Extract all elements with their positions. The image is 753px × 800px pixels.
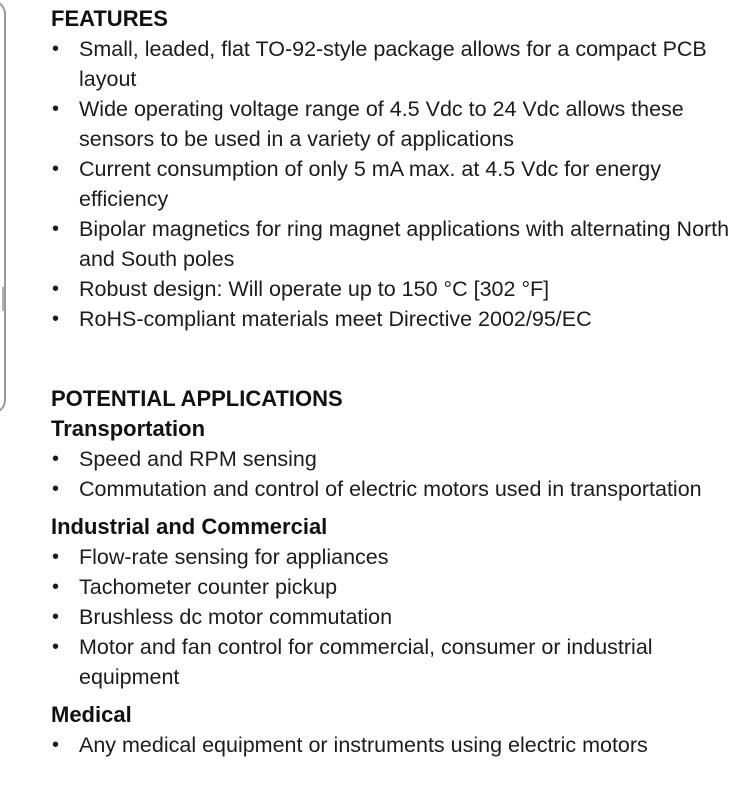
list-item bbox=[51, 274, 741, 304]
bullet-icon: • bbox=[52, 448, 60, 470]
list-item bbox=[51, 602, 741, 632]
industrial-list bbox=[51, 542, 741, 692]
bullet-icon: • bbox=[52, 308, 60, 330]
list-item bbox=[51, 94, 741, 154]
list-item-text: Motor and fan control for commercial, consumer or industrial equipment bbox=[79, 635, 653, 689]
list-item-text: Tachometer counter pickup bbox=[79, 575, 338, 599]
bullet-icon: • bbox=[52, 478, 60, 500]
list-item bbox=[51, 304, 741, 334]
list-item-text: Brushless dc motor commutation bbox=[79, 605, 393, 629]
bullet-icon: • bbox=[52, 278, 60, 300]
bullet-icon: • bbox=[52, 158, 60, 180]
bezel-notch bbox=[0, 287, 4, 311]
bullet-icon: • bbox=[52, 546, 60, 568]
subsection-spacer bbox=[51, 692, 741, 700]
medical-list bbox=[51, 730, 741, 760]
bullet-icon: • bbox=[52, 606, 60, 628]
medical-subheading: Medical bbox=[51, 702, 132, 727]
bullet-icon: • bbox=[52, 734, 60, 756]
subsection-spacer bbox=[51, 504, 741, 512]
section-spacer bbox=[51, 334, 741, 384]
list-item bbox=[51, 572, 741, 602]
list-item bbox=[51, 542, 741, 572]
device-bezel-edge bbox=[0, 0, 6, 414]
list-item-text: Small, leaded, flat TO-92-style package allows for a compact PCB layout bbox=[79, 37, 707, 91]
list-item bbox=[51, 34, 741, 94]
industrial-subheading: Industrial and Commercial bbox=[51, 514, 328, 539]
document-content bbox=[51, 4, 741, 760]
list-item bbox=[51, 730, 741, 760]
list-item bbox=[51, 632, 741, 692]
list-item-text: Flow-rate sensing for appliances bbox=[79, 545, 389, 569]
applications-heading: POTENTIAL APPLICATIONS bbox=[51, 386, 343, 411]
list-item-text: Bipolar magnetics for ring magnet applications with alternating North and South poles bbox=[79, 217, 730, 271]
list-item bbox=[51, 214, 741, 274]
transportation-list bbox=[51, 444, 741, 504]
list-item-text: Wide operating voltage range of 4.5 Vdc to 24 Vdc allows these sensors to be used in a variety of applications bbox=[79, 97, 684, 151]
list-item-text: Commutation and control of electric motors used in transportation bbox=[79, 477, 702, 501]
list-item-text: Current consumption of only 5 mA max. at 4.5 Vdc for energy efficiency bbox=[79, 157, 661, 211]
features-list bbox=[51, 34, 741, 334]
bullet-icon: • bbox=[52, 98, 60, 120]
bullet-icon: • bbox=[52, 576, 60, 598]
list-item bbox=[51, 444, 741, 474]
list-item-text: RoHS-compliant materials meet Directive 2002/95/EC bbox=[79, 307, 592, 331]
bullet-icon: • bbox=[52, 636, 60, 658]
list-item-text: Robust design: Will operate up to 150 °C [302 °F] bbox=[79, 277, 550, 301]
features-heading: FEATURES bbox=[51, 6, 168, 31]
list-item bbox=[51, 474, 741, 504]
bullet-icon: • bbox=[52, 38, 60, 60]
list-item-text: Speed and RPM sensing bbox=[79, 447, 317, 471]
transportation-subheading: Transportation bbox=[51, 416, 206, 441]
list-item-text: Any medical equipment or instruments using electric motors bbox=[79, 733, 648, 757]
bullet-icon: • bbox=[52, 218, 60, 240]
list-item bbox=[51, 154, 741, 214]
